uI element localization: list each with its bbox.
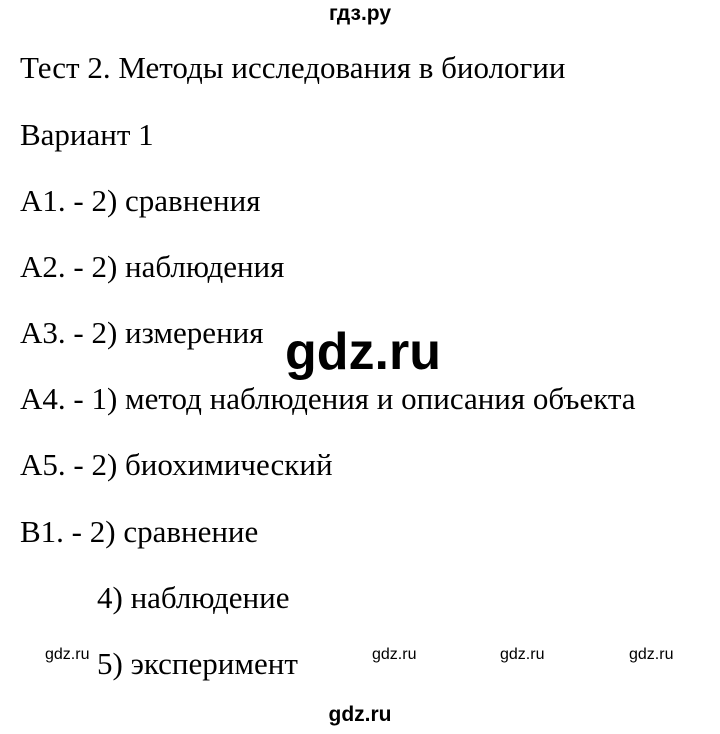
small-watermark-4: gdz.ru	[629, 646, 674, 663]
answer-b1-item-3: 5) эксперимент	[97, 646, 298, 681]
variant-label: Вариант 1	[20, 117, 154, 152]
document-title: Тест 2. Методы исследования в биологии	[20, 50, 566, 85]
answer-a1: А1. - 2) сравнения	[20, 183, 261, 218]
footer-watermark: gdz.ru	[328, 703, 392, 726]
small-watermark-2: gdz.ru	[372, 646, 417, 663]
center-watermark: gdz.ru	[285, 323, 441, 381]
answer-a2: А2. - 2) наблюдения	[20, 249, 285, 284]
answer-a5: А5. - 2) биохимический	[20, 447, 333, 482]
small-watermark-1: gdz.ru	[45, 646, 90, 663]
answer-b1-item-2: 4) наблюдение	[97, 580, 290, 615]
small-watermark-3: gdz.ru	[500, 646, 545, 663]
answer-b1: В1. - 2) сравнение	[20, 514, 259, 549]
answer-a4: А4. - 1) метод наблюдения и описания объекта	[20, 381, 636, 416]
header-watermark: гдз.ру	[328, 2, 392, 25]
answer-a3: А3. - 2) измерения	[20, 315, 264, 350]
